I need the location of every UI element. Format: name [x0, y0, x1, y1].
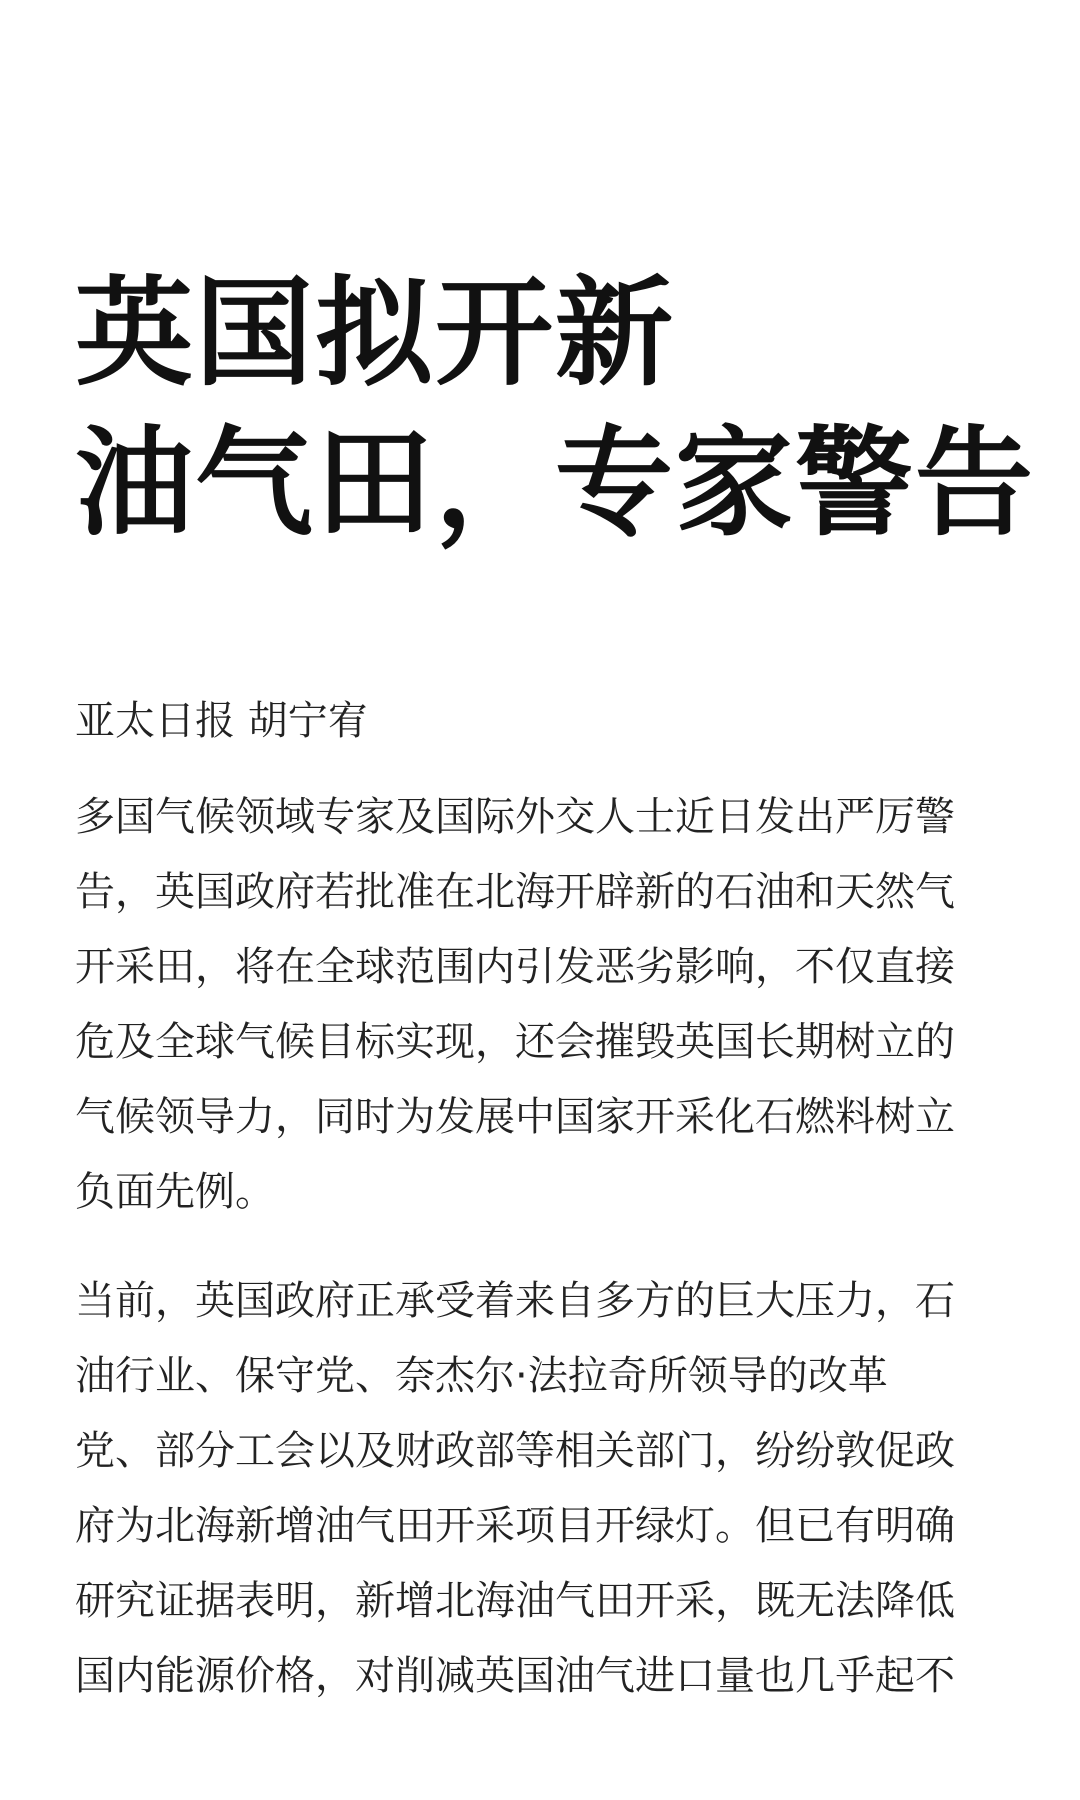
- paragraph-line: 危及全球气候目标实现，还会摧毁英国长期树立的: [75, 1019, 955, 1065]
- paragraph-line: 气候领导力，同时为发展中国家开采化石燃料树立: [75, 1094, 955, 1140]
- article-paragraph: [75, 1264, 1015, 1714]
- title-line: 油气田，专家警告: [75, 414, 1036, 552]
- paragraph-line: 负面先例。: [75, 1169, 275, 1215]
- paragraph-line: 国内能源价格，对削减英国油气进口量也几乎起不: [75, 1653, 955, 1699]
- byline: 亚太日报 胡宁宥: [75, 698, 368, 744]
- title-line: 英国拟开新: [75, 264, 676, 402]
- paragraph-line: 油行业、保守党、奈杰尔·法拉奇所领导的改革: [75, 1353, 888, 1399]
- article: [75, 258, 1036, 1714]
- paragraph-line: 多国气候领域专家及国际外交人士近日发出严厉警: [75, 794, 955, 840]
- paragraph-line: 研究证据表明，新增北海油气田开采，既无法降低: [75, 1578, 955, 1624]
- paragraph-line: 当前，英国政府正承受着来自多方的巨大压力，石: [75, 1278, 955, 1324]
- article-paragraph: [75, 780, 1015, 1230]
- paragraph-line: 开采田，将在全球范围内引发恶劣影响，不仅直接: [75, 944, 955, 990]
- paragraph-line: 党、部分工会以及财政部等相关部门，纷纷敦促政: [75, 1428, 955, 1474]
- paragraph-line: 府为北海新增油气田开采项目开绿灯。但已有明确: [75, 1503, 955, 1549]
- paragraph-line: 告，英国政府若批准在北海开辟新的石油和天然气: [75, 869, 955, 915]
- article-title: [75, 258, 1036, 558]
